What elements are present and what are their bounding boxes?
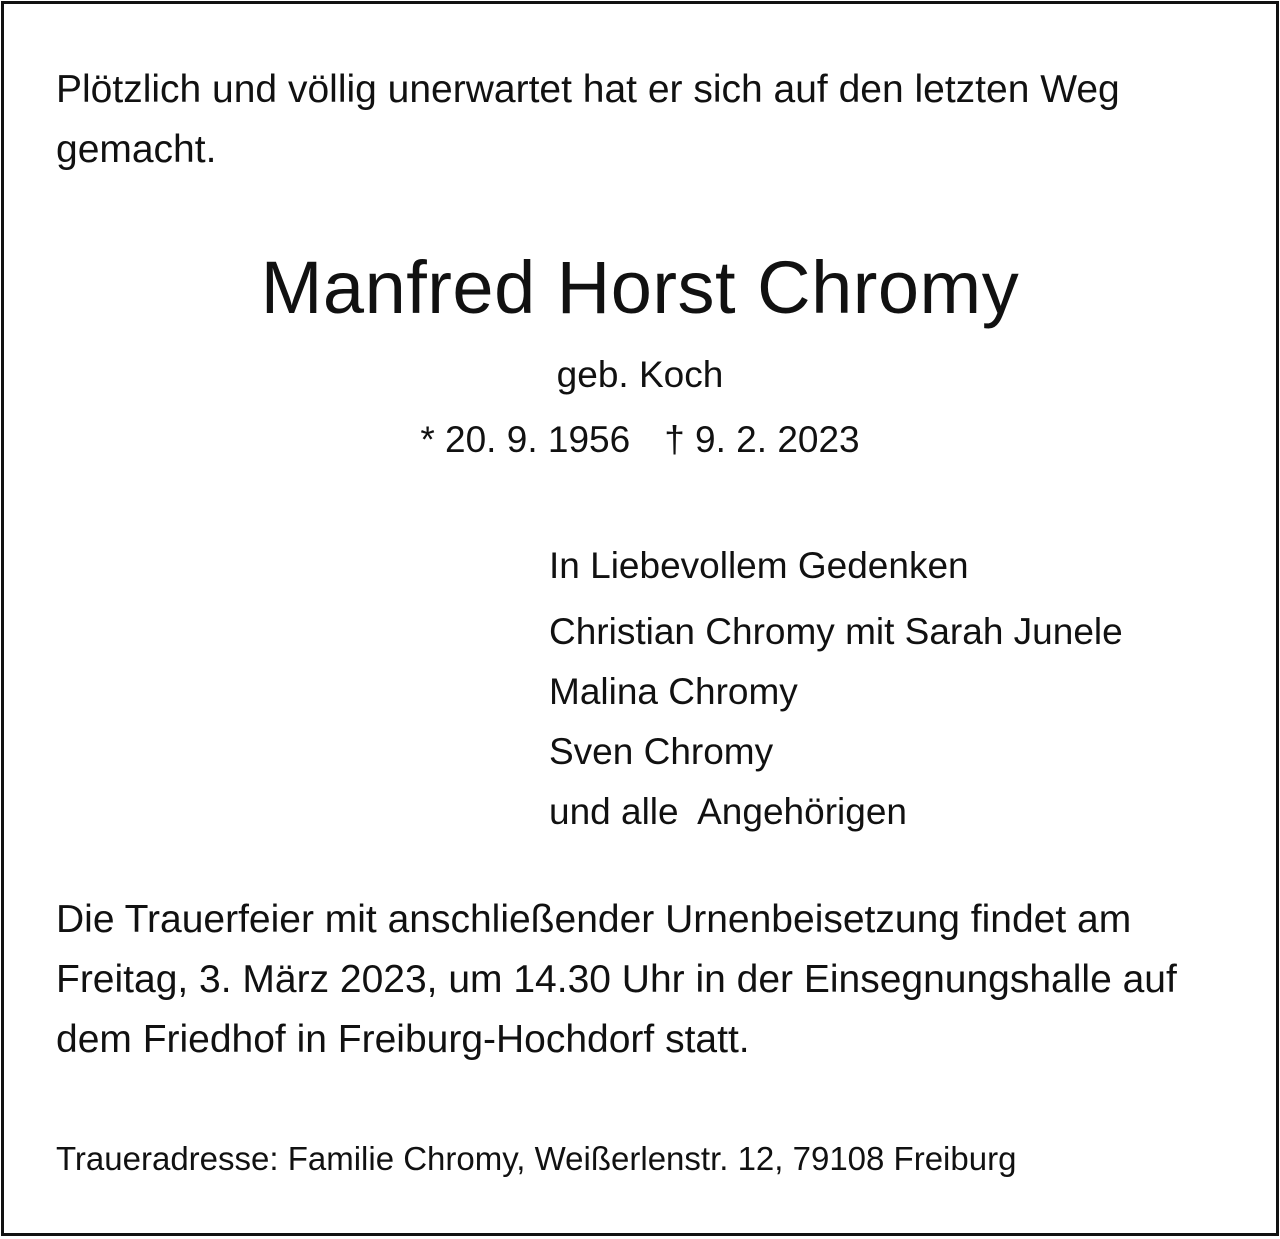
mourning-address: Traueradresse: Familie Chromy, Weißerlenstr. 12, 79108 Freiburg [56,1140,1017,1177]
life-dates [0,412,1280,468]
mourner-item: Christian Chromy mit Sarah Junele [549,611,1123,652]
birth-date: * 20. 9. 1956 [420,419,631,460]
mourner-item: Sven Chromy [549,731,774,772]
mourner-item: Malina Chromy [549,671,798,712]
mourners-heading: In Liebevollem Gedenken [549,545,969,586]
mourners-list [549,536,1249,842]
death-date: † 9. 2. 2023 [664,419,860,460]
ceremony-text: Die Trauerfeier mit anschließender Urnenbeisetzung findet am Freitag, 3. März 2023, um 14.30 Uhr in der Einsegnungshalle auf dem Friedhof in Freiburg-Hochdorf statt. [56,898,1177,1061]
birth-name: geb. Koch [556,354,724,395]
mourner-item: und alle Angehörigen [549,791,907,832]
intro-text: Plötzlich und völlig unerwartet hat er sich auf den letzten Weg gemacht. [56,68,1120,171]
deceased-name: Manfred Horst Chromy [260,246,1020,329]
